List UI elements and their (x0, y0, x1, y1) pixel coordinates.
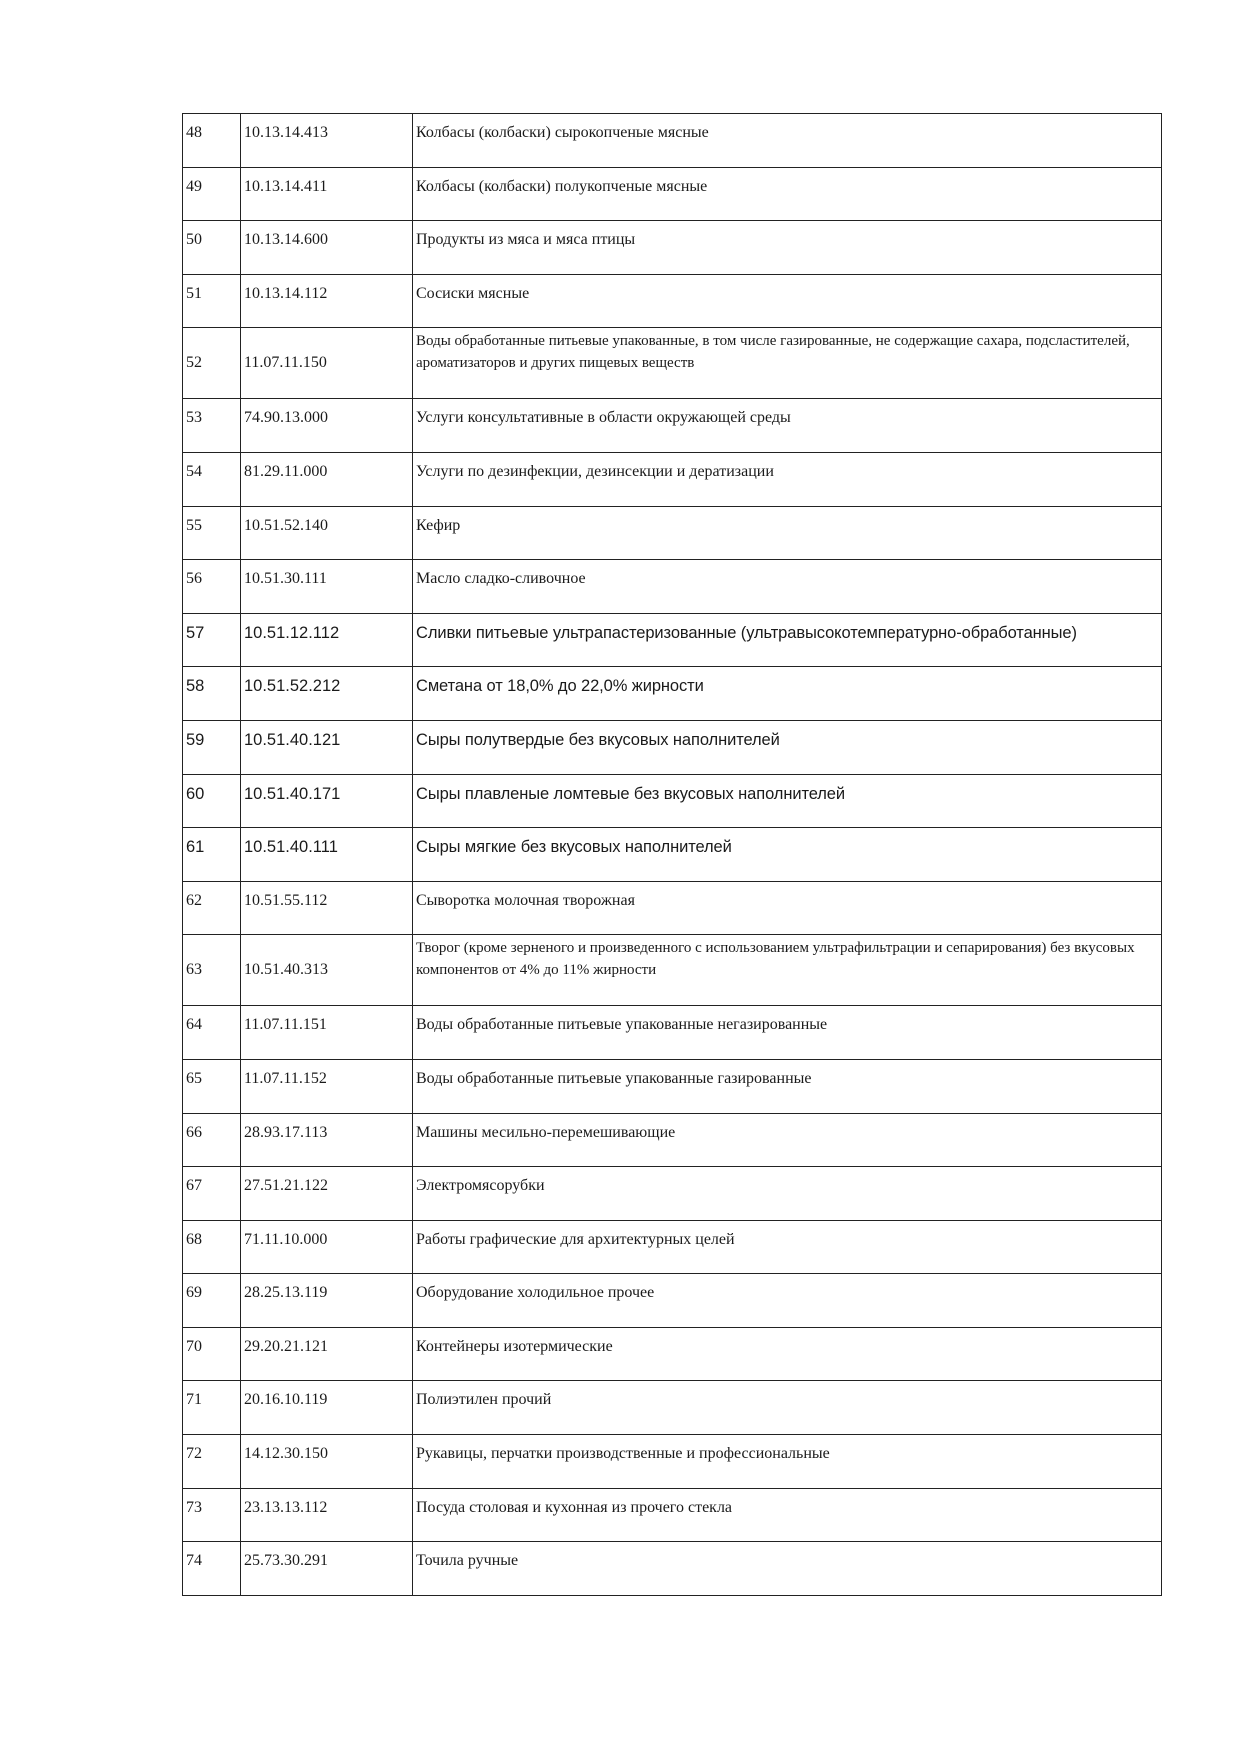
item-name: Услуги консультативные в области окружающей среды (413, 399, 1162, 453)
item-name: Полиэтилен прочий (413, 1381, 1162, 1435)
okpd-code: 10.13.14.413 (241, 114, 413, 168)
okpd-code: 11.07.11.150 (241, 328, 413, 399)
item-name: Сливки питьевые ультрапастеризованные (ультравысокотемпературно-обработанные) (413, 613, 1162, 667)
row-number: 64 (183, 1006, 241, 1060)
row-number: 51 (183, 274, 241, 328)
table-row (183, 1059, 1162, 1113)
item-name: Сметана от 18,0% до 22,0% жирности (413, 667, 1162, 721)
table-row (183, 167, 1162, 221)
item-name: Электромясорубки (413, 1167, 1162, 1221)
row-number: 48 (183, 114, 241, 168)
okpd-code: 10.13.14.411 (241, 167, 413, 221)
item-name: Контейнеры изотермические (413, 1327, 1162, 1381)
table-row (183, 1167, 1162, 1221)
item-name: Воды обработанные питьевые упакованные, в том числе газированные, не содержащие сахара, подсластителей, ароматизаторов и других пищевых веществ (413, 328, 1162, 399)
row-number: 52 (183, 328, 241, 399)
table-row (183, 506, 1162, 560)
item-name: Оборудование холодильное прочее (413, 1274, 1162, 1328)
okpd-code: 10.51.40.121 (241, 720, 413, 774)
item-name: Сыры плавленые ломтевые без вкусовых наполнителей (413, 774, 1162, 828)
table-row (183, 720, 1162, 774)
table-row (183, 1435, 1162, 1489)
item-name: Услуги по дезинфекции, дезинсекции и дератизации (413, 452, 1162, 506)
okpd-code: 71.11.10.000 (241, 1220, 413, 1274)
row-number: 74 (183, 1542, 241, 1596)
okpd-code: 10.51.40.171 (241, 774, 413, 828)
row-number: 65 (183, 1059, 241, 1113)
item-name: Кефир (413, 506, 1162, 560)
item-name: Сосиски мясные (413, 274, 1162, 328)
okpd-code: 10.51.40.111 (241, 828, 413, 882)
table-row (183, 221, 1162, 275)
item-name: Точила ручные (413, 1542, 1162, 1596)
table-row (183, 613, 1162, 667)
table-row (183, 399, 1162, 453)
row-number: 62 (183, 881, 241, 935)
table-row (183, 1006, 1162, 1060)
okpd-code: 29.20.21.121 (241, 1327, 413, 1381)
row-number: 71 (183, 1381, 241, 1435)
row-number: 53 (183, 399, 241, 453)
row-number: 66 (183, 1113, 241, 1167)
item-name: Колбасы (колбаски) сырокопченые мясные (413, 114, 1162, 168)
row-number: 63 (183, 935, 241, 1006)
table-row (183, 935, 1162, 1006)
item-name: Посуда столовая и кухонная из прочего стекла (413, 1488, 1162, 1542)
item-name: Творог (кроме зерненого и произведенного с использованием ультрафильтрации и сепарирования) без вкусовых компонентов от 4% до 11% жирности (413, 935, 1162, 1006)
item-name: Работы графические для архитектурных целей (413, 1220, 1162, 1274)
okpd-code: 81.29.11.000 (241, 452, 413, 506)
table-row (183, 1327, 1162, 1381)
okpd-code-table (182, 113, 1162, 1596)
okpd-code: 10.51.55.112 (241, 881, 413, 935)
okpd-code: 10.13.14.112 (241, 274, 413, 328)
row-number: 56 (183, 560, 241, 614)
item-name: Колбасы (колбаски) полукопченые мясные (413, 167, 1162, 221)
item-name: Сыры полутвердые без вкусовых наполнителей (413, 720, 1162, 774)
okpd-code: 10.51.30.111 (241, 560, 413, 614)
row-number: 57 (183, 613, 241, 667)
okpd-code: 10.51.52.212 (241, 667, 413, 721)
okpd-code: 10.13.14.600 (241, 221, 413, 275)
table-row (183, 667, 1162, 721)
table-row (183, 774, 1162, 828)
okpd-code: 27.51.21.122 (241, 1167, 413, 1221)
item-name: Машины месильно-перемешивающие (413, 1113, 1162, 1167)
row-number: 69 (183, 1274, 241, 1328)
table-row (183, 1542, 1162, 1596)
okpd-code: 25.73.30.291 (241, 1542, 413, 1596)
table-row (183, 881, 1162, 935)
row-number: 54 (183, 452, 241, 506)
okpd-code: 11.07.11.151 (241, 1006, 413, 1060)
table-row (183, 114, 1162, 168)
okpd-code: 74.90.13.000 (241, 399, 413, 453)
okpd-code: 20.16.10.119 (241, 1381, 413, 1435)
item-name: Воды обработанные питьевые упакованные негазированные (413, 1006, 1162, 1060)
table-row (183, 274, 1162, 328)
table-row (183, 1488, 1162, 1542)
row-number: 72 (183, 1435, 241, 1489)
item-name: Воды обработанные питьевые упакованные газированные (413, 1059, 1162, 1113)
okpd-code: 10.51.12.112 (241, 613, 413, 667)
row-number: 61 (183, 828, 241, 882)
okpd-code: 14.12.30.150 (241, 1435, 413, 1489)
okpd-code: 28.93.17.113 (241, 1113, 413, 1167)
row-number: 59 (183, 720, 241, 774)
okpd-code: 11.07.11.152 (241, 1059, 413, 1113)
item-name: Сыворотка молочная творожная (413, 881, 1162, 935)
item-name: Сыры мягкие без вкусовых наполнителей (413, 828, 1162, 882)
table-row (183, 1113, 1162, 1167)
row-number: 55 (183, 506, 241, 560)
row-number: 58 (183, 667, 241, 721)
table-row (183, 1381, 1162, 1435)
row-number: 50 (183, 221, 241, 275)
table-row (183, 828, 1162, 882)
okpd-code: 10.51.52.140 (241, 506, 413, 560)
okpd-code: 23.13.13.112 (241, 1488, 413, 1542)
table-row (183, 1274, 1162, 1328)
row-number: 73 (183, 1488, 241, 1542)
okpd-code: 28.25.13.119 (241, 1274, 413, 1328)
item-name: Продукты из мяса и мяса птицы (413, 221, 1162, 275)
row-number: 70 (183, 1327, 241, 1381)
row-number: 49 (183, 167, 241, 221)
table-row (183, 1220, 1162, 1274)
table-row (183, 328, 1162, 399)
item-name: Рукавицы, перчатки производственные и профессиональные (413, 1435, 1162, 1489)
item-name: Масло сладко-сливочное (413, 560, 1162, 614)
row-number: 60 (183, 774, 241, 828)
table-row (183, 452, 1162, 506)
row-number: 68 (183, 1220, 241, 1274)
table-row (183, 560, 1162, 614)
row-number: 67 (183, 1167, 241, 1221)
okpd-code: 10.51.40.313 (241, 935, 413, 1006)
